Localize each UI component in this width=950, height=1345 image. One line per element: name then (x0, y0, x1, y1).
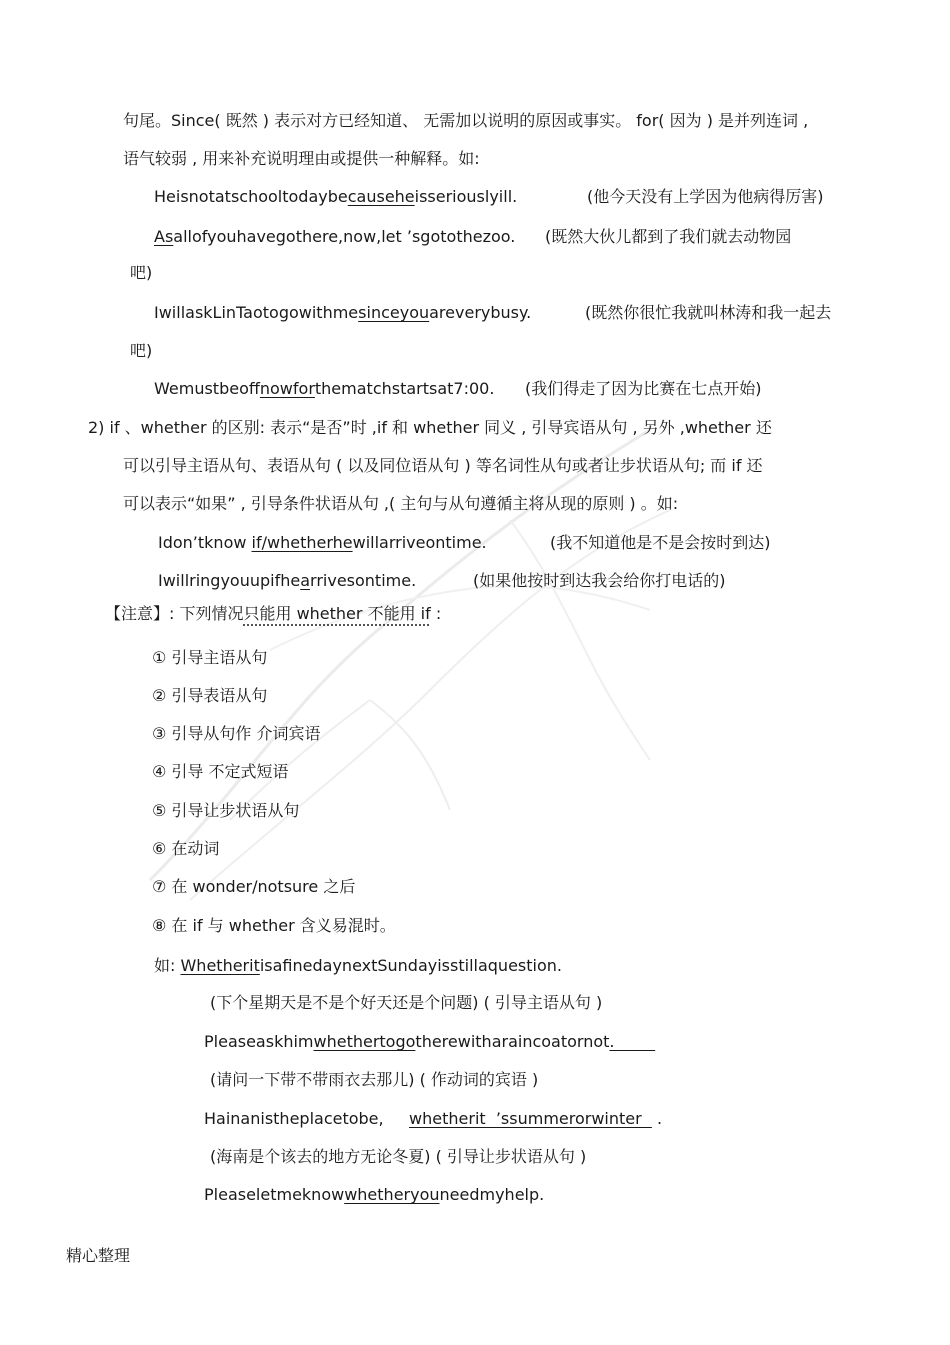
paragraph-line: 可以表示“如果” , 引导条件状语从句 ,( 主句与从句遵循主将从现的原则 ) 。如: (123, 494, 679, 513)
paragraph-line: 句尾。Since( 既然 ) 表示对方已经知道、 无需加以说明的原因或事实。 for( 因为 ) 是并列连词 , (123, 111, 809, 130)
underlined-text: causehe (347, 187, 415, 206)
example-translation: (我们得走了因为比赛在七点开始) (525, 379, 762, 398)
example-sentence (154, 955, 562, 977)
example-translation: (既然大伙儿都到了我们就去动物园 (545, 227, 792, 246)
example-sentence (158, 570, 416, 592)
example-sentence (154, 226, 515, 248)
underlined-text: As (154, 227, 174, 246)
text: Iwillringyouupifhe (158, 571, 301, 590)
underlined-text: whetherit ’ssummerorwinter (409, 1109, 652, 1128)
list-item: ⑥ 在动词 (152, 839, 220, 858)
underlined-text: nowfor (259, 379, 315, 398)
underlined-text: if/whetherhe (251, 533, 353, 552)
underlined-text: . (609, 1032, 656, 1051)
text: Pleaseaskhim (204, 1032, 314, 1051)
underlined-text: Whetherit (180, 956, 260, 975)
text: IwillaskLinTaotogowithme (154, 303, 359, 322)
text: Pleaseletmeknow (204, 1185, 345, 1204)
text: needmyhelp. (439, 1185, 545, 1204)
example-translation: (既然你很忙我就叫林涛和我一起去 (585, 303, 832, 322)
example-translation: (如果他按时到达我会给你打电话的) (473, 571, 726, 590)
text: areverybusy. (429, 303, 532, 322)
underlined-text: sinceyou (358, 303, 430, 322)
example-translation: (请问一下带不带雨衣去那儿) ( 作动词的宾语 ) (210, 1070, 539, 1089)
list-item: ① 引导主语从句 (152, 648, 268, 667)
text: . (651, 1109, 663, 1128)
text: Hainanistheplacetobe, (204, 1109, 410, 1128)
text: Wemustbeoff (154, 379, 260, 398)
example-translation: (海南是个该去的地方无论冬夏) ( 引导让步状语从句 ) (210, 1147, 587, 1166)
example-translation: (我不知道他是不是会按时到达) (550, 533, 771, 552)
paragraph-line: 可以引导主语从句、表语从句 ( 以及同位语从句 ) 等名词性从句或者让步状语从句; 而 if 还 (123, 456, 763, 475)
example-translation-cont: 吧) (130, 263, 153, 282)
emphasis-dotted-text: 只能用 whether 不能用 if (243, 604, 431, 623)
example-sentence (154, 186, 517, 208)
text: isseriouslyill. (414, 187, 518, 206)
list-item: ② 引导表语从句 (152, 686, 268, 705)
example-sentence (204, 1108, 662, 1130)
example-translation: (下个星期天是不是个好天还是个问题) ( 引导主语从句 ) (210, 993, 603, 1012)
text: 【注意】: 下列情况 (105, 604, 244, 623)
example-sentence (204, 1184, 544, 1206)
example-sentence (154, 302, 531, 324)
text: 如: (154, 956, 181, 975)
note-heading (105, 603, 441, 625)
paragraph-line: 语气较弱 , 用来补充说明理由或提供一种解释。如: (123, 149, 480, 168)
text: Idon’tknow (158, 533, 252, 552)
list-item: ④ 引导 不定式短语 (152, 762, 289, 781)
text: willarriveontime. (352, 533, 487, 552)
example-sentence (154, 378, 494, 400)
example-translation: (他今天没有上学因为他病得厉害) (587, 187, 824, 206)
list-item: ⑦ 在 wonder/notsure 之后 (152, 877, 356, 896)
underlined-text: whethertogo (313, 1032, 416, 1051)
text: : (430, 604, 442, 623)
list-item: ⑤ 引导让步状语从句 (152, 801, 300, 820)
list-item: ⑧ 在 if 与 whether 含义易混时。 (152, 916, 396, 935)
text: thematchstartsat7:00. (314, 379, 495, 398)
text: rrivesontime. (310, 571, 417, 590)
text: therewitharaincoatornot (415, 1032, 610, 1051)
underlined-text: a (300, 571, 311, 590)
example-sentence (204, 1031, 655, 1053)
page-footer: 精心整理 (66, 1246, 131, 1265)
paragraph-line: 2) if 、whether 的区别: 表示“是否”时 ,if 和 whether 同义 , 引导宾语从句 , 另外 ,whether 还 (88, 418, 772, 437)
example-translation-cont: 吧) (130, 341, 153, 360)
underlined-text: whetheryou (344, 1185, 440, 1204)
example-sentence (158, 532, 487, 554)
text: Heisnotatschooltodaybe (154, 187, 348, 206)
text: isafinedaynextSundayisstillaquestion. (259, 956, 562, 975)
text: allofyouhavegothere,now,let ’sgotothezoo. (173, 227, 516, 246)
list-item: ③ 引导从句作 介词宾语 (152, 724, 321, 743)
